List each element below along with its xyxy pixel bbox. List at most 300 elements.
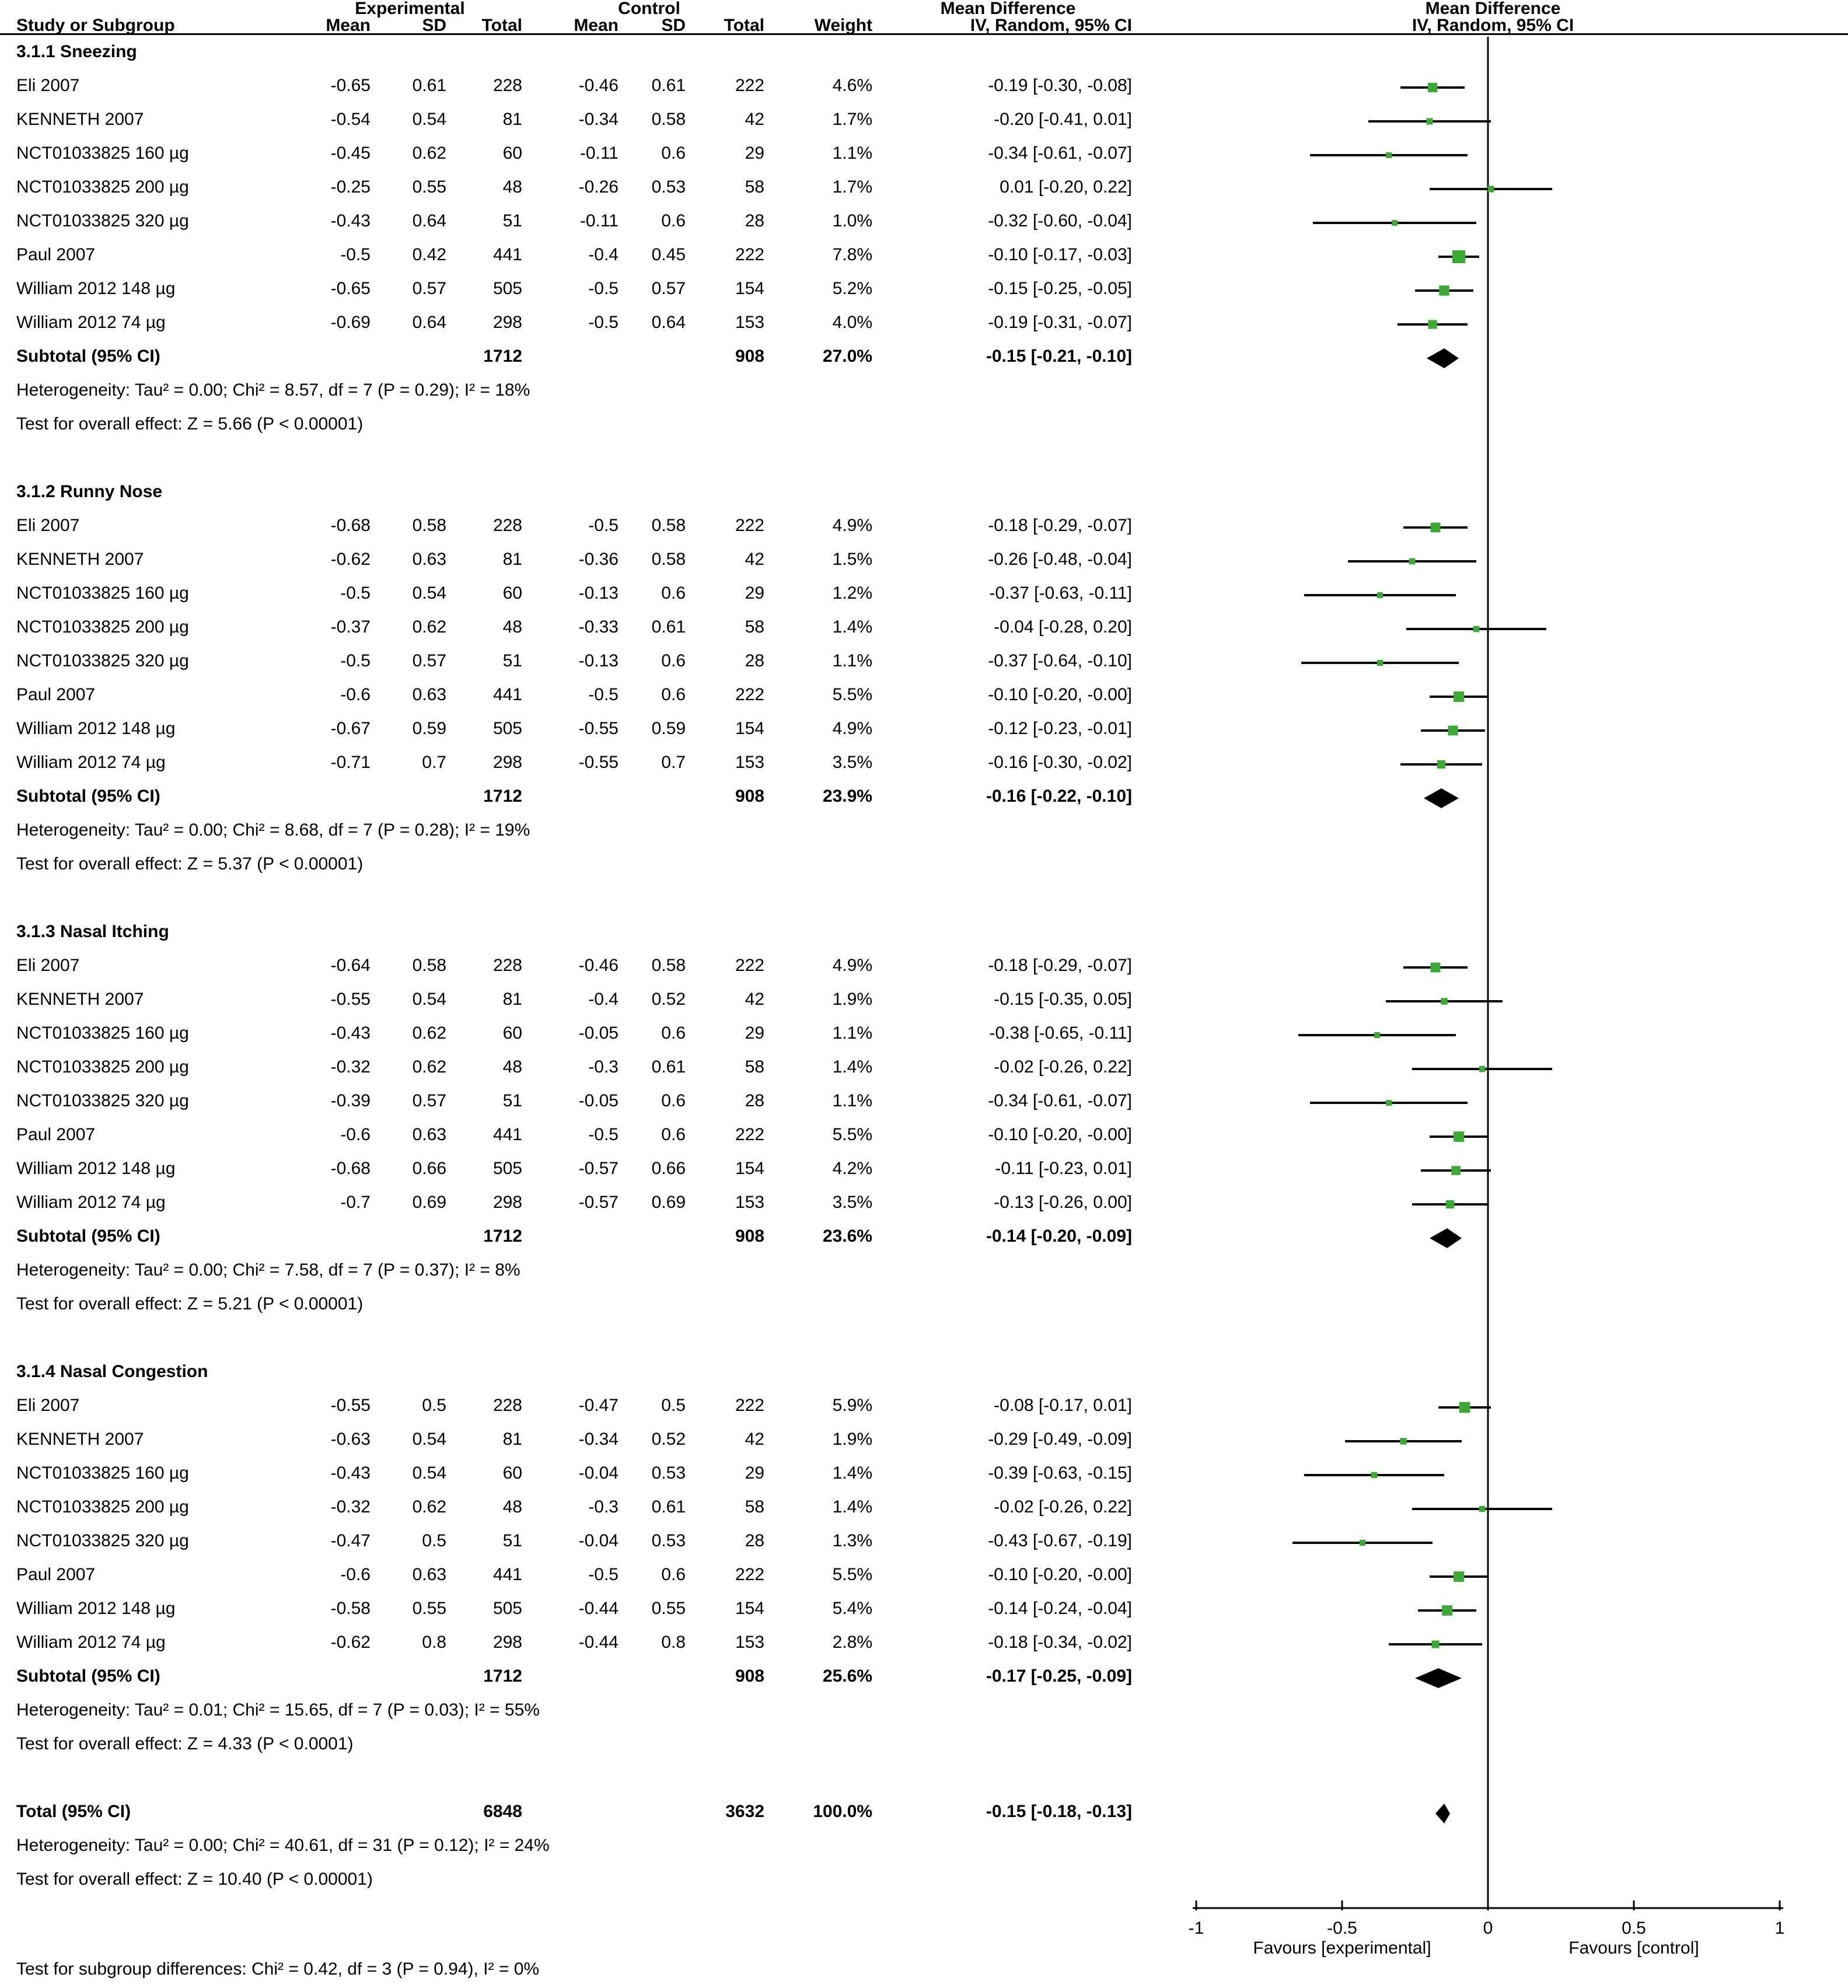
study-row-cell-4: -0.13 [578, 651, 619, 670]
study-row [0, 238, 1848, 272]
study-row-cell-6: 28 [745, 1531, 764, 1550]
study-row-cell-0: William 2012 74 µg [16, 753, 166, 772]
study-row-cell-6: 28 [745, 1091, 764, 1110]
study-row-cell-3: 441 [492, 685, 522, 704]
study-row-cell-0: KENNETH 2007 [16, 990, 144, 1009]
study-row-cell-2: 0.7 [422, 753, 446, 772]
study-row-cell-8: -0.32 [-0.60, -0.04] [988, 211, 1132, 230]
study-row-cell-4: -0.5 [588, 313, 619, 332]
total-row-cell-3: 6848 [483, 1802, 522, 1821]
subtotal-row-cell-8: -0.14 [-0.20, -0.09] [986, 1227, 1132, 1246]
study-row-cell-1: -0.7 [340, 1193, 371, 1212]
study-row-cell-7: 5.5% [832, 1565, 872, 1584]
study-row-cell-1: -0.55 [330, 1396, 371, 1415]
overall-effect-line-text: Test for overall effect: Z = 5.21 (P < 0.00001) [16, 1294, 364, 1313]
study-row-cell-8: -0.15 [-0.35, 0.05] [994, 990, 1132, 1009]
subtotal-row-cell-9 [1138, 1659, 1848, 1693]
study-row-cell-8: -0.43 [-0.67, -0.19] [988, 1531, 1132, 1550]
study-row-cell-2: 0.42 [412, 245, 446, 264]
study-row-cell-1: -0.43 [330, 211, 371, 230]
study-row-cell-3: 441 [492, 1565, 522, 1584]
effect-measure-header: Mean Difference [940, 0, 1076, 18]
study-row-cell-5: 0.8 [661, 1633, 686, 1652]
study-row-cell-0: William 2012 148 µg [16, 279, 176, 298]
study-row-cell-7: 1.3% [832, 1531, 872, 1550]
study-row-cell-2: 0.54 [412, 1430, 446, 1449]
subtotal-row-cell-2 [376, 780, 452, 813]
col-ci-plot-header: IV, Random, 95% CI [1412, 16, 1574, 35]
study-row-cell-8: -0.18 [-0.29, -0.07] [988, 516, 1132, 535]
overall-effect-line [0, 1727, 1848, 1761]
study-row-cell-4: -0.05 [578, 1091, 619, 1110]
study-row-cell-4: -0.3 [588, 1057, 619, 1077]
study-row-cell-7: 7.8% [832, 245, 872, 264]
study-row-cell-9 [1138, 1152, 1848, 1186]
subtotal-row-cell-9 [1138, 1220, 1848, 1253]
study-row-cell-3: 228 [492, 956, 522, 975]
col-ctrl-sd-header: SD [661, 16, 686, 35]
study-row [0, 204, 1848, 238]
study-row-cell-6: 222 [735, 956, 764, 975]
study-row-cell-0: Paul 2007 [16, 245, 96, 264]
study-row-cell-6: 222 [735, 516, 764, 535]
study-row [0, 1626, 1848, 1659]
total-row-cell-8: -0.15 [-0.18, -0.13] [986, 1802, 1132, 1821]
study-row-cell-9 [1138, 1118, 1848, 1152]
study-row-cell-8: -0.18 [-0.29, -0.07] [988, 956, 1132, 975]
study-row-cell-2: 0.63 [412, 685, 446, 704]
subtotal-row-cell-4 [528, 780, 624, 813]
study-row-cell-9 [1138, 1050, 1848, 1084]
study-row-cell-6: 29 [745, 1463, 764, 1483]
subtotal-row [0, 1659, 1848, 1693]
study-row-cell-2: 0.62 [412, 144, 446, 163]
study-row-cell-2: 0.62 [412, 617, 446, 637]
study-row-cell-4: -0.11 [579, 144, 619, 163]
study-row-cell-4: -0.57 [578, 1193, 619, 1212]
study-row-cell-1: -0.62 [330, 1633, 371, 1652]
subtotal-row-cell-8: -0.17 [-0.25, -0.09] [986, 1666, 1132, 1686]
effect-measure-plot-header: Mean Difference [1425, 0, 1561, 18]
study-row-cell-1: -0.45 [330, 144, 371, 163]
col-ctrl-total-header: Total [724, 16, 764, 35]
subgroup-title [0, 1355, 1848, 1389]
study-row-cell-3: 298 [492, 1193, 522, 1212]
subtotal-row-cell-6: 908 [735, 1227, 764, 1246]
heterogeneity-line [0, 1693, 1848, 1727]
study-row-cell-5: 0.5 [661, 1396, 686, 1415]
blank-row [0, 441, 1848, 475]
study-row-cell-0: NCT01033825 160 µg [16, 1023, 189, 1043]
study-row-cell-6: 58 [745, 1057, 764, 1077]
subgroup-title-text: 3.1.3 Nasal Itching [16, 922, 169, 941]
study-row-cell-8: -0.34 [-0.61, -0.07] [988, 144, 1132, 163]
overall-effect-line [0, 407, 1848, 441]
study-row-cell-5: 0.45 [651, 245, 686, 264]
study-row-cell-3: 48 [502, 177, 522, 197]
study-row-cell-5: 0.69 [651, 1193, 686, 1212]
study-row-cell-0: NCT01033825 320 µg [16, 211, 189, 230]
study-row-cell-3: 51 [502, 1091, 522, 1110]
study-row-cell-9 [1138, 69, 1848, 103]
study-row [0, 1152, 1848, 1186]
study-row-cell-7: 4.9% [832, 719, 872, 738]
subtotal-row-cell-5 [624, 780, 691, 813]
study-row-cell-7: 4.0% [832, 313, 872, 332]
study-row-cell-4: -0.4 [588, 990, 619, 1009]
study-row [0, 306, 1848, 340]
study-row-cell-8: -0.12 [-0.23, -0.01] [988, 719, 1132, 738]
blank-row [0, 881, 1848, 915]
study-row-cell-3: 81 [502, 1430, 522, 1449]
subtotal-row-cell-3: 1712 [483, 347, 522, 366]
study-row-cell-0: Paul 2007 [16, 1565, 96, 1584]
study-row-cell-0: NCT01033825 320 µg [16, 1091, 189, 1110]
study-row-cell-8: -0.26 [-0.48, -0.04] [988, 550, 1132, 569]
subgroup-differences-line: Test for subgroup differences: Chi² = 0.42, df = 3 (P = 0.94), I² = 0% [16, 1959, 540, 1979]
subtotal-row-cell-5 [624, 340, 691, 373]
study-row [0, 1389, 1848, 1423]
study-row-cell-5: 0.7 [661, 753, 686, 772]
study-row-cell-1: -0.65 [330, 279, 371, 298]
total-row-cell-1 [292, 1795, 376, 1829]
study-row-cell-7: 1.0% [832, 211, 872, 230]
study-row-cell-7: 1.1% [832, 1023, 872, 1043]
study-row-cell-7: 3.5% [832, 753, 872, 772]
study-row-cell-9 [1138, 238, 1848, 272]
rows [0, 35, 1848, 1896]
study-row [0, 543, 1848, 577]
col-weight-header: Weight [814, 16, 872, 35]
study-row-cell-5: 0.6 [661, 651, 686, 670]
study-row-cell-3: 441 [492, 245, 522, 264]
study-row-cell-5: 0.61 [651, 617, 686, 637]
study-row-cell-2: 0.57 [412, 651, 446, 670]
study-row-cell-4: -0.4 [588, 245, 619, 264]
study-row [0, 949, 1848, 983]
study-row-cell-7: 1.1% [832, 144, 872, 163]
subtotal-row-cell-7: 27.0% [822, 347, 872, 366]
study-row-cell-7: 1.4% [832, 617, 872, 637]
study-row-cell-0: NCT01033825 200 µg [16, 1057, 189, 1077]
study-row-cell-6: 28 [745, 211, 764, 230]
study-row-cell-1: -0.69 [330, 313, 371, 332]
study-row-cell-4: -0.5 [588, 1565, 619, 1584]
study-row-cell-2: 0.58 [412, 956, 446, 975]
total-heterogeneity-line [0, 1829, 1848, 1863]
study-row-cell-0: Paul 2007 [16, 1125, 96, 1144]
study-row-cell-5: 0.61 [651, 1497, 686, 1517]
study-row-cell-6: 222 [735, 76, 764, 95]
study-row-cell-3: 505 [492, 279, 522, 298]
total-row-cell-6: 3632 [725, 1802, 764, 1821]
study-row-cell-0: Eli 2007 [16, 1396, 80, 1415]
study-row-cell-3: 228 [492, 516, 522, 535]
study-row-cell-8: -0.10 [-0.17, -0.03] [988, 245, 1132, 264]
study-row-cell-2: 0.58 [412, 516, 446, 535]
study-row-cell-7: 4.9% [832, 956, 872, 975]
col-exp-total-header: Total [481, 16, 522, 35]
study-row-cell-5: 0.6 [661, 1023, 686, 1043]
blank-row [0, 1321, 1848, 1355]
study-row-cell-6: 222 [735, 1125, 764, 1144]
study-row-cell-5: 0.66 [651, 1159, 686, 1178]
study-row-cell-2: 0.61 [412, 76, 446, 95]
subtotal-row-cell-2 [376, 1220, 452, 1253]
study-row-cell-7: 5.9% [832, 1396, 872, 1415]
study-row-cell-7: 1.1% [832, 1091, 872, 1110]
study-row-cell-6: 42 [745, 550, 764, 569]
study-row-cell-0: NCT01033825 160 µg [16, 584, 189, 603]
study-row-cell-7: 5.5% [832, 685, 872, 704]
study-row [0, 1084, 1848, 1118]
overall-effect-line [0, 1287, 1848, 1321]
study-row [0, 712, 1848, 746]
study-row-cell-2: 0.62 [412, 1497, 446, 1517]
study-row-cell-9 [1138, 103, 1848, 137]
study-row-cell-7: 3.5% [832, 1193, 872, 1212]
study-row-cell-8: 0.01 [-0.20, 0.22] [1000, 177, 1132, 197]
study-row-cell-4: -0.46 [578, 76, 619, 95]
study-row-cell-3: 60 [502, 1463, 522, 1483]
study-row-cell-5: 0.6 [661, 211, 686, 230]
study-row-cell-8: -0.38 [-0.65, -0.11] [989, 1023, 1132, 1043]
study-row-cell-0: NCT01033825 200 µg [16, 617, 189, 637]
subgroup-title [0, 35, 1848, 69]
study-row-cell-9 [1138, 577, 1848, 610]
subtotal-row-cell-4 [528, 1659, 624, 1693]
study-row-cell-3: 505 [492, 1159, 522, 1178]
study-row-cell-8: -0.29 [-0.49, -0.09] [988, 1430, 1132, 1449]
study-row-cell-3: 441 [492, 1125, 522, 1144]
study-row-cell-9 [1138, 272, 1848, 306]
study-row-cell-2: 0.63 [412, 1125, 446, 1144]
study-row-cell-3: 505 [492, 1599, 522, 1618]
study-row-cell-9 [1138, 509, 1848, 543]
heterogeneity-line [0, 813, 1848, 847]
control-group-header: Control [618, 0, 680, 18]
study-row-cell-3: 298 [492, 753, 522, 772]
study-row-cell-0: Eli 2007 [16, 956, 80, 975]
study-row-cell-4: -0.5 [588, 1125, 619, 1144]
study-row-cell-6: 153 [735, 1633, 764, 1652]
study-row-cell-1: -0.43 [330, 1463, 371, 1483]
heterogeneity-line [0, 1253, 1848, 1287]
study-row-cell-2: 0.64 [412, 313, 446, 332]
study-row-cell-6: 222 [735, 1565, 764, 1584]
col-ci-header: IV, Random, 95% CI [970, 16, 1132, 35]
study-row-cell-1: -0.25 [330, 177, 371, 197]
study-row-cell-8: -0.04 [-0.28, 0.20] [994, 617, 1132, 637]
study-row [0, 272, 1848, 306]
study-row-cell-0: KENNETH 2007 [16, 1430, 144, 1449]
total-row-cell-5 [624, 1795, 691, 1829]
subtotal-row-cell-6: 908 [735, 1666, 764, 1686]
study-row-cell-1: -0.37 [330, 617, 371, 637]
study-row-cell-1: -0.6 [340, 685, 371, 704]
study-row-cell-2: 0.69 [412, 1193, 446, 1212]
study-row-cell-6: 153 [735, 753, 764, 772]
study-row [0, 1456, 1848, 1490]
study-row-cell-8: -0.39 [-0.63, -0.15] [988, 1463, 1132, 1483]
study-row-cell-0: NCT01033825 200 µg [16, 177, 189, 197]
study-row-cell-3: 298 [492, 1633, 522, 1652]
study-row-cell-3: 228 [492, 1396, 522, 1415]
study-row-cell-4: -0.57 [578, 1159, 619, 1178]
study-row-cell-6: 222 [735, 245, 764, 264]
study-row-cell-9 [1138, 204, 1848, 238]
overall-effect-line [0, 847, 1848, 881]
study-row [0, 644, 1848, 678]
subtotal-row-cell-0: Subtotal (95% CI) [16, 1666, 160, 1686]
subtotal-row-cell-5 [624, 1659, 691, 1693]
subtotal-row-cell-4 [528, 340, 624, 373]
subtotal-row-cell-9 [1138, 780, 1848, 813]
subtotal-row-cell-3: 1712 [483, 1666, 522, 1686]
study-row-cell-3: 48 [502, 1057, 522, 1077]
study-row [0, 746, 1848, 780]
study-row-cell-8: -0.16 [-0.30, -0.02] [988, 753, 1132, 772]
total-row-cell-7: 100.0% [813, 1802, 872, 1821]
study-row [0, 509, 1848, 543]
subtotal-row-cell-2 [376, 340, 452, 373]
subtotal-row-cell-7: 23.9% [822, 787, 872, 806]
study-row-cell-1: -0.32 [330, 1057, 371, 1077]
study-row-cell-2: 0.5 [422, 1531, 446, 1550]
study-row-cell-1: -0.67 [330, 719, 371, 738]
study-row-cell-8: -0.10 [-0.20, -0.00] [988, 685, 1132, 704]
study-row-cell-2: 0.55 [412, 177, 446, 197]
study-row-cell-0: Paul 2007 [16, 685, 96, 704]
study-row-cell-5: 0.58 [651, 956, 686, 975]
study-row-cell-1: -0.47 [330, 1531, 371, 1550]
axis-tick-label: 0 [1483, 1919, 1493, 1938]
study-row-cell-5: 0.6 [661, 1091, 686, 1110]
study-row-cell-0: NCT01033825 160 µg [16, 1463, 189, 1483]
study-row-cell-9 [1138, 1186, 1848, 1220]
study-row [0, 1118, 1848, 1152]
study-row-cell-8: -0.34 [-0.61, -0.07] [988, 1091, 1132, 1110]
col-ctrl-mean-header: Mean [574, 16, 619, 35]
study-row-cell-7: 1.4% [832, 1463, 872, 1483]
study-row-cell-9 [1138, 1456, 1848, 1490]
study-row-cell-5: 0.57 [651, 279, 686, 298]
study-row-cell-7: 1.4% [832, 1497, 872, 1517]
total-overall-effect-line [0, 1863, 1848, 1896]
study-row-cell-0: William 2012 148 µg [16, 1159, 176, 1178]
study-row-cell-6: 222 [735, 1396, 764, 1415]
heterogeneity-line [0, 373, 1848, 407]
study-row-cell-1: -0.68 [330, 516, 371, 535]
study-row-cell-9 [1138, 678, 1848, 712]
study-row-cell-6: 28 [745, 651, 764, 670]
col-exp-sd-header: SD [422, 16, 446, 35]
subtotal-row [0, 780, 1848, 813]
study-row-cell-6: 222 [735, 685, 764, 704]
study-row-cell-6: 58 [745, 1497, 764, 1517]
study-row-cell-3: 60 [502, 144, 522, 163]
study-row-cell-1: -0.6 [340, 1125, 371, 1144]
study-row-cell-1: -0.63 [330, 1430, 371, 1449]
study-row-cell-4: -0.5 [588, 279, 619, 298]
study-row-cell-6: 58 [745, 177, 764, 197]
study-row-cell-6: 153 [735, 1193, 764, 1212]
study-row [0, 1524, 1848, 1558]
study-row-cell-1: -0.68 [330, 1159, 371, 1178]
study-row-cell-4: -0.55 [578, 753, 619, 772]
col-study-header: Study or Subgroup [16, 16, 175, 35]
subtotal-row-cell-8: -0.16 [-0.22, -0.10] [986, 787, 1132, 806]
study-row-cell-6: 42 [745, 1430, 764, 1449]
study-row-cell-4: -0.44 [578, 1599, 619, 1618]
study-row-cell-7: 5.2% [832, 279, 872, 298]
study-row-cell-8: -0.20 [-0.41, 0.01] [994, 110, 1132, 129]
subtotal-row-cell-0: Subtotal (95% CI) [16, 787, 160, 806]
study-row-cell-4: -0.55 [578, 719, 619, 738]
overall-effect-line-text: Test for overall effect: Z = 5.66 (P < 0.00001) [16, 414, 364, 434]
study-row [0, 983, 1848, 1016]
table-header [0, 0, 1848, 35]
total-overall-effect-line-text: Test for overall effect: Z = 10.40 (P < 0.00001) [16, 1870, 373, 1889]
study-row-cell-9 [1138, 1524, 1848, 1558]
study-row-cell-5: 0.61 [651, 1057, 686, 1077]
study-row [0, 678, 1848, 712]
study-row-cell-2: 0.54 [412, 990, 446, 1009]
study-row-cell-4: -0.5 [588, 685, 619, 704]
study-row-cell-4: -0.44 [578, 1633, 619, 1652]
study-row-cell-4: -0.34 [578, 1430, 619, 1449]
study-row-cell-9 [1138, 543, 1848, 577]
study-row-cell-5: 0.59 [651, 719, 686, 738]
favours-experimental-label: Favours [experimental] [1253, 1938, 1431, 1958]
subtotal-row-cell-6: 908 [735, 347, 764, 366]
study-row-cell-7: 1.7% [832, 110, 872, 129]
study-row-cell-5: 0.64 [651, 313, 686, 332]
study-row-cell-5: 0.6 [661, 584, 686, 603]
study-row-cell-0: NCT01033825 320 µg [16, 651, 189, 670]
subtotal-row-cell-5 [624, 1220, 691, 1253]
study-row-cell-3: 51 [502, 1531, 522, 1550]
study-row-cell-7: 1.7% [832, 177, 872, 197]
study-row-cell-2: 0.62 [412, 1023, 446, 1043]
blank-row [0, 1761, 1848, 1795]
study-row-cell-4: -0.04 [578, 1531, 619, 1550]
study-row-cell-7: 1.5% [832, 550, 872, 569]
study-row-cell-3: 60 [502, 584, 522, 603]
study-row-cell-8: -0.13 [-0.26, 0.00] [994, 1193, 1132, 1212]
study-row-cell-1: -0.39 [330, 1091, 371, 1110]
subgroup-title [0, 475, 1848, 509]
study-row-cell-0: Eli 2007 [16, 76, 80, 95]
study-row-cell-4: -0.04 [578, 1463, 619, 1483]
study-row-cell-1: -0.55 [330, 990, 371, 1009]
study-row-cell-3: 81 [502, 990, 522, 1009]
study-row-cell-6: 42 [745, 990, 764, 1009]
study-row-cell-1: -0.6 [340, 1565, 371, 1584]
study-row-cell-5: 0.61 [651, 76, 686, 95]
subtotal-row-cell-7: 23.6% [822, 1227, 872, 1246]
study-row-cell-4: -0.11 [579, 211, 619, 230]
study-row-cell-2: 0.54 [412, 110, 446, 129]
study-row-cell-7: 4.2% [832, 1159, 872, 1178]
favours-control-label: Favours [control] [1568, 1938, 1699, 1958]
study-row-cell-6: 29 [745, 584, 764, 603]
subgroup-title-text: 3.1.1 Sneezing [16, 42, 137, 61]
study-row-cell-8: -0.37 [-0.63, -0.11] [989, 584, 1132, 603]
study-row-cell-5: 0.58 [651, 550, 686, 569]
total-heterogeneity-line-text: Heterogeneity: Tau² = 0.00; Chi² = 40.61, df = 31 (P = 0.12); I² = 24% [16, 1836, 550, 1855]
study-row-cell-0: William 2012 148 µg [16, 719, 176, 738]
